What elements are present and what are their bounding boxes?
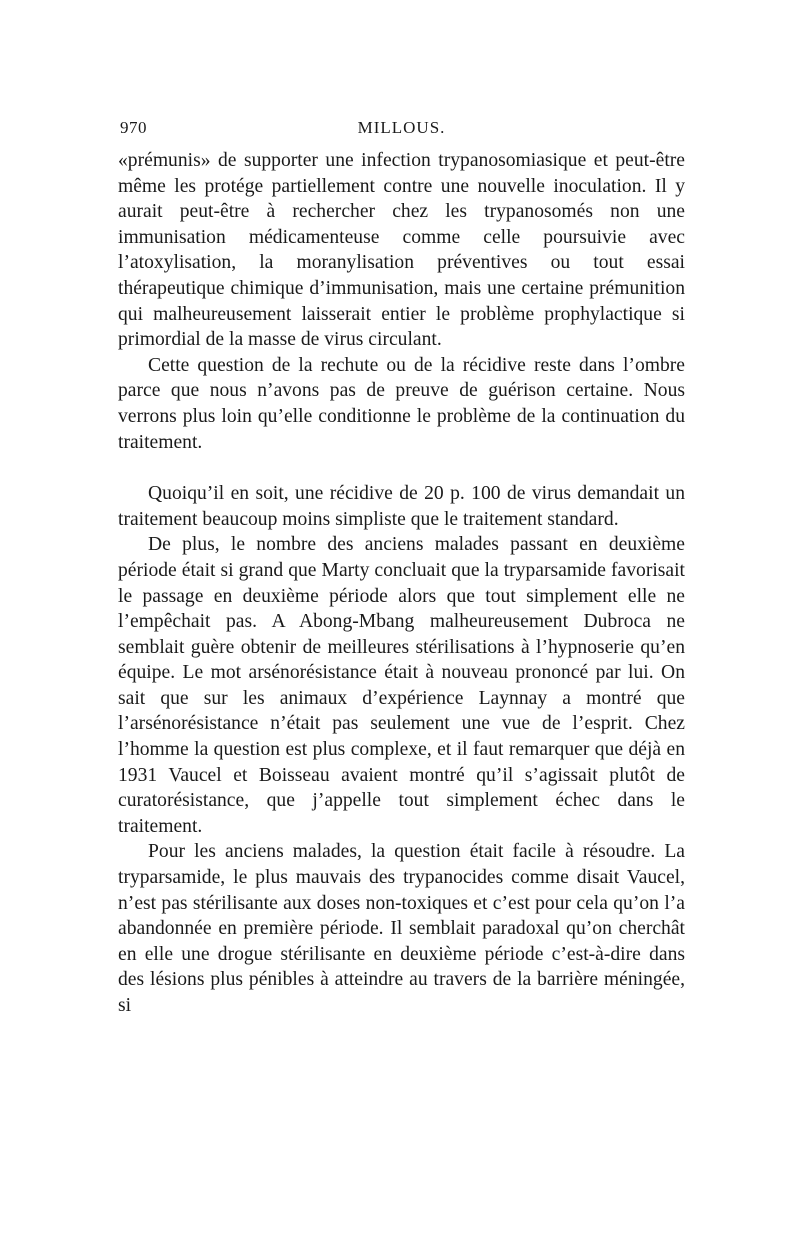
page-number: 970 (120, 118, 147, 137)
paragraph-rechute: Cette question de la rechute ou de la récidive reste dans l’ombre parce que nous n’avons pas de preuve de guérison certaine. Nous verrons plus loin qu’elle conditionne le problème de la continuation du traitement. (118, 354, 685, 453)
book-page (118, 118, 685, 1019)
paragraph-tryparsamide: Pour les anciens malades, la question était facile à résoudre. La tryparsamide, le plus mauvais des trypanocides comme disait Vaucel, n’est pas stérilisante aux doses non-toxiques et c’est pour cela qu’on l’a abandonnée en première période. Il semblait paradoxal qu’on cherchât en elle une drogue stérilisante en deuxième période c’est-à-dire dans des lésions plus pénibles à atteindre au travers de la barrière méningée, si (118, 841, 685, 1016)
paragraph-recidive: Quoiqu’il en soit, une récidive de 20 p. 100 de virus demandait un traitement beaucoup moins simpliste que le traitement standard. (118, 483, 685, 530)
paragraph-anciens-malades: De plus, le nombre des anciens malades passant en deuxième période était si grand que Marty concluait que la tryparsamide favorisait le passage en deuxième période alors que tout simplement elle ne l’empêchait pas. A Abong-Mbang malheureusement Dubroca ne semblait guère obtenir de meilleures stérilisations à l’hypnoserie qu’en équipe. Le mot arsénorésistance était à nouveau prononcé par lui. On sait que sur les animaux d’expérience Laynnay a montré que l’arsénorésistance n’était pas seulement une vue de l’esprit. Chez l’homme la question est plus complexe, et il faut remarquer que déjà en 1931 Vaucel et Boisseau avaient montré qu’il s’agissait plutôt de curatorésistance, que j’appelle tout simplement échec dans le traitement. (118, 534, 685, 837)
body-text (118, 148, 685, 1019)
running-head (118, 118, 685, 148)
running-title: MILLOUS. (357, 118, 446, 137)
section-gap (118, 455, 685, 481)
paragraph-continued: «prémunis» de supporter une infection trypanosomiasique et peut-être même les protége partiellement contre une nouvelle inoculation. Il y aurait peut-être à rechercher chez les trypanosomés non une immunisation médicamenteuse comme celle poursuivie avec l’atoxylisation, la moranylisation préventives ou tout essai thérapeutique chimique d’immunisation, mais une certaine prémunition qui malheureusement laisserait entier le problème prophylactique si primordial de la masse de virus circulant. (118, 150, 685, 351)
